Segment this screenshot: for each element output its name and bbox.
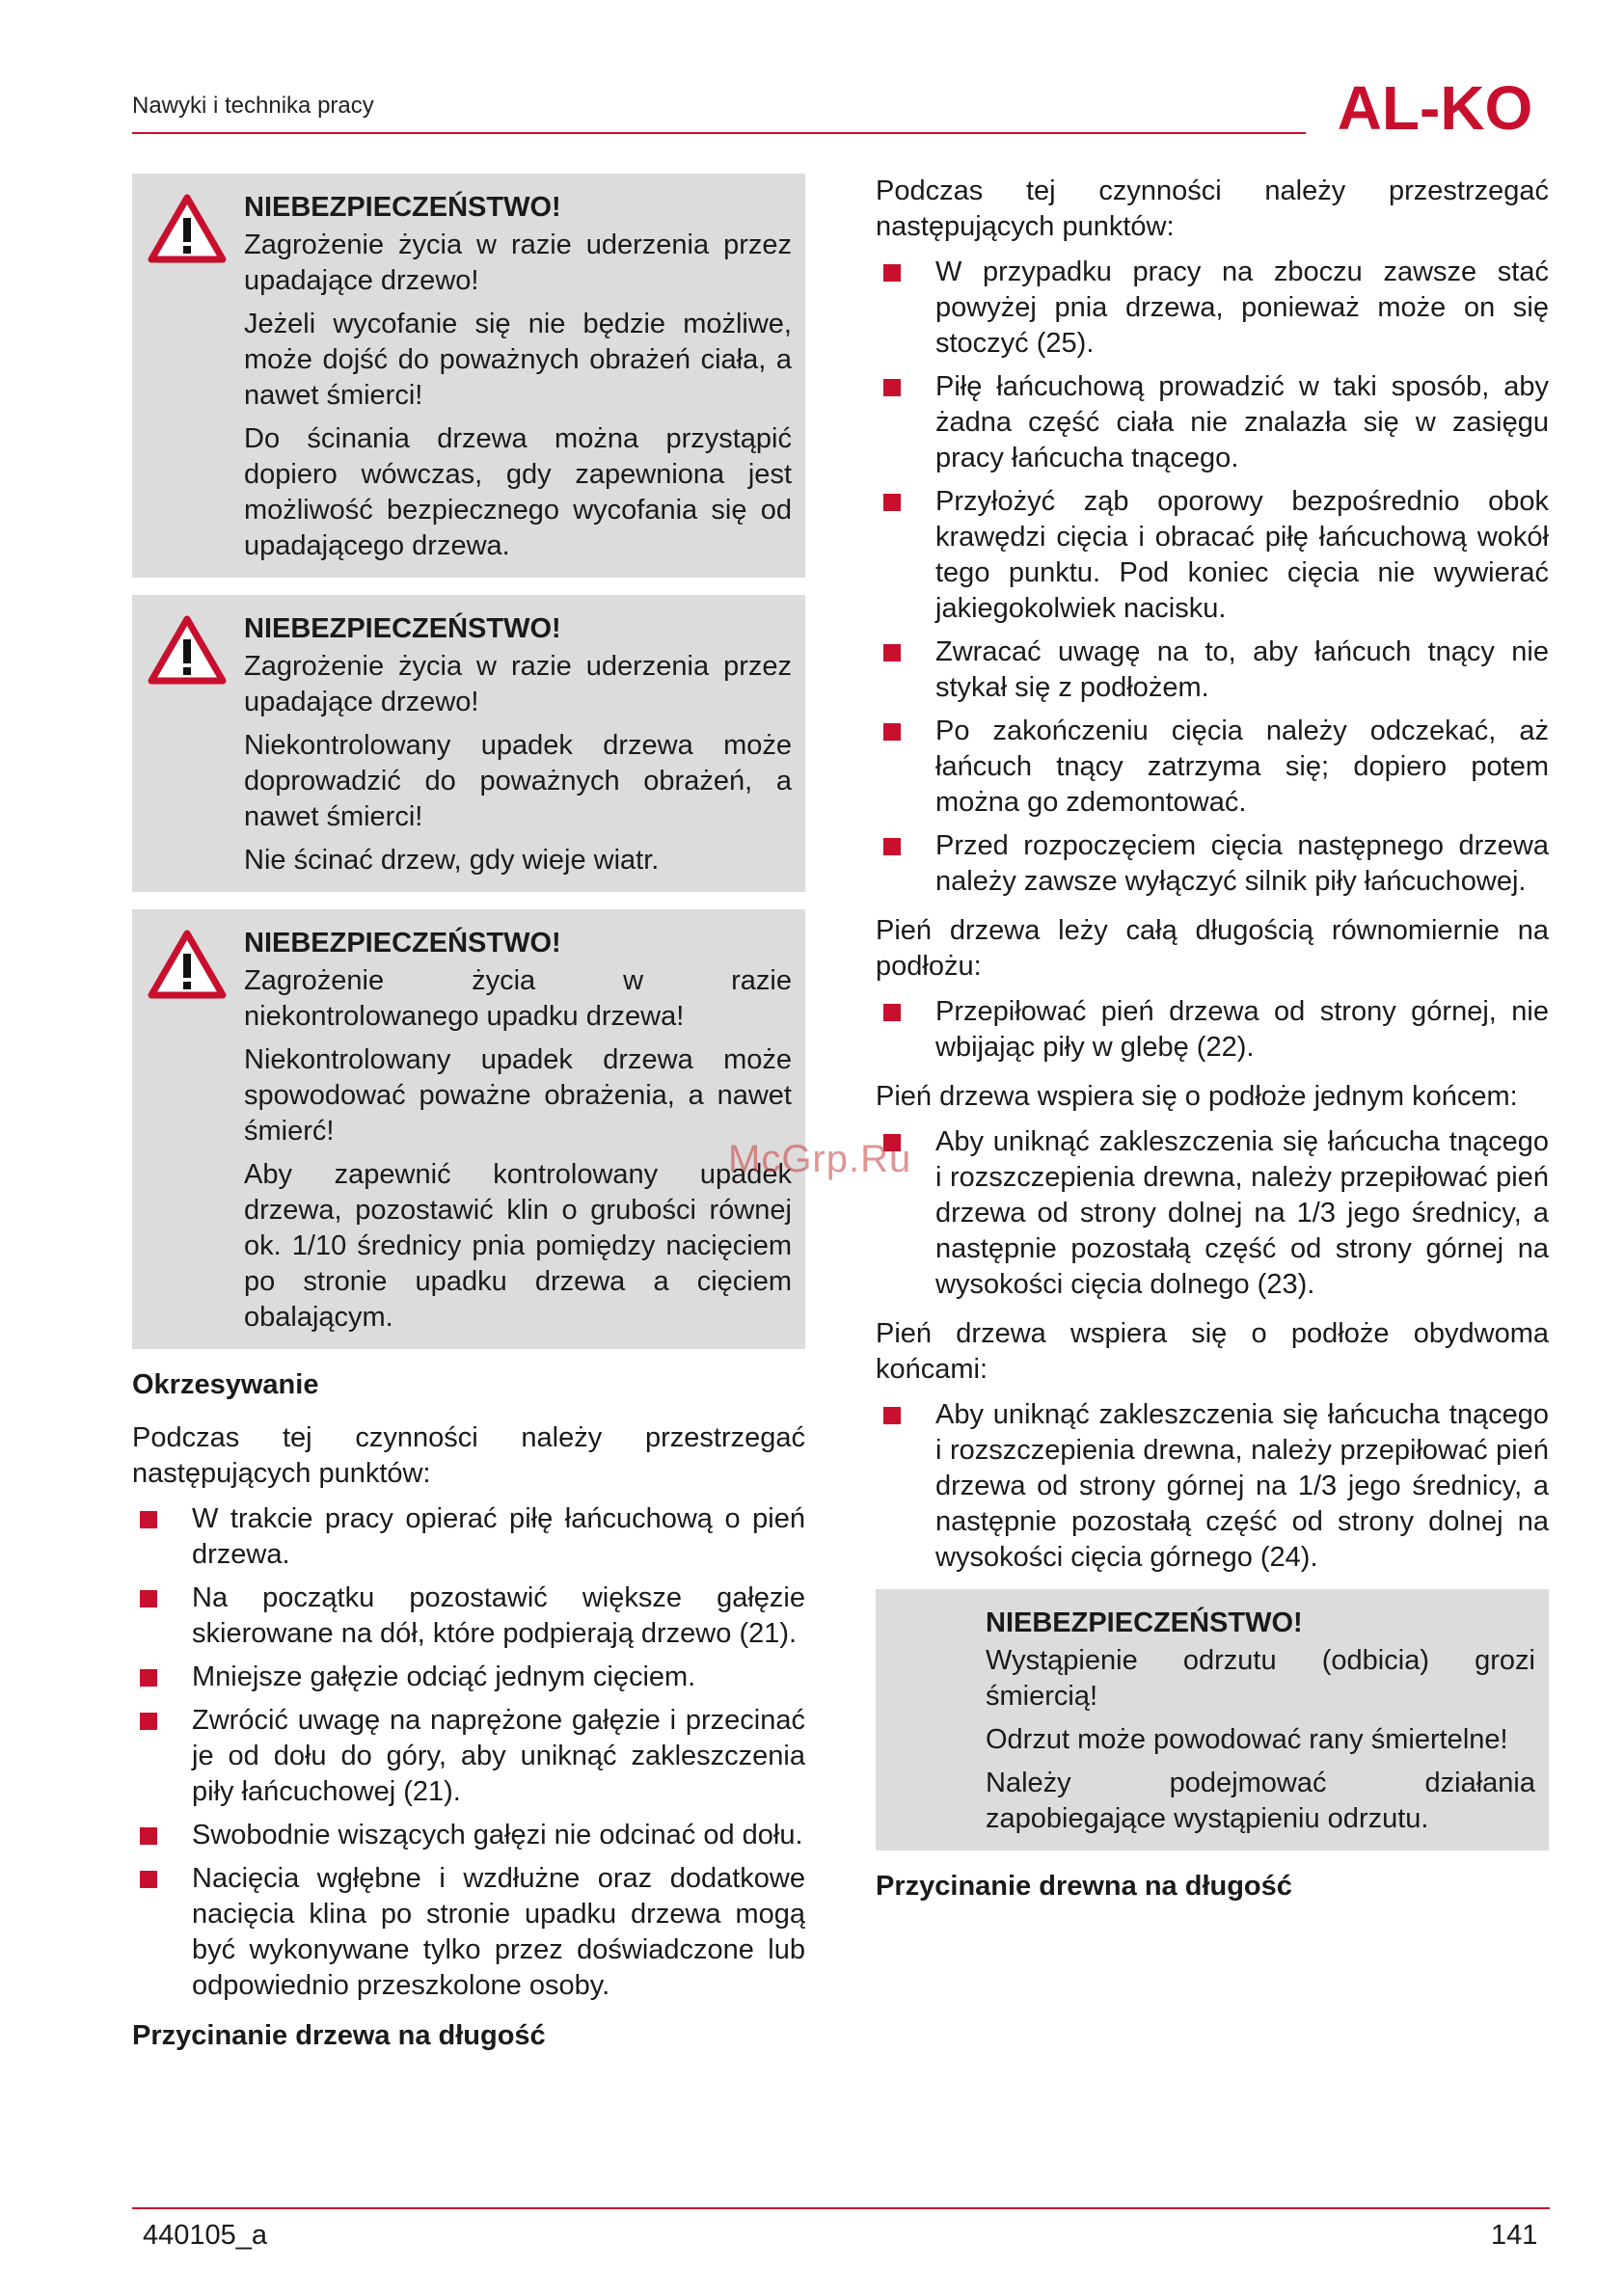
bullet-square-icon <box>883 838 901 855</box>
case-text: Pień drzewa wspiera się o podłoże jednym końcem: <box>876 1081 1518 1112</box>
watermark: McGrp.Ru <box>728 1138 912 1180</box>
bullet-list <box>876 1397 1549 1576</box>
bullet-square-icon <box>883 644 901 662</box>
case-text: Pień drzewa leży całą długością równomiernie na podłożu: <box>876 915 1549 982</box>
list-item: Po zakończeniu cięcia należy odczekać, aż łańcuch tnący zatrzyma się; dopiero potem można go zdemontować. <box>876 714 1549 821</box>
danger-text: Jeżeli wycofanie się nie będzie możliwe, może dojść do poważnych obrażeń ciała, a nawet śmierci! <box>244 309 792 411</box>
list-item: Przed rozpoczęciem cięcia następnego drzewa należy zawsze wyłączyć silnik piły łańcuchowej. <box>876 828 1549 900</box>
warning-triangle-icon <box>148 614 227 686</box>
bullet-square-icon <box>883 723 901 741</box>
header-rule <box>132 132 1306 134</box>
danger-text: Zagrożenie życia w razie niekontrolowanego upadku drzewa! <box>244 965 792 1032</box>
warning-triangle-icon <box>148 193 227 264</box>
danger-title: NIEBEZPIECZEŃSTWO! <box>244 613 561 644</box>
header-title: Nawyki i technika pracy <box>132 93 374 119</box>
page-number: 141 <box>1491 2220 1538 2251</box>
section-intro: Podczas tej czynności należy przestrzegać następujących punktów: <box>876 176 1549 242</box>
list-item: Swobodnie wiszących gałęzi nie odcinać od dołu. <box>132 1818 805 1853</box>
bullet-list <box>876 994 1549 1066</box>
danger-text: Nie ścinać drzew, gdy wieje wiatr. <box>244 845 660 876</box>
bullet-list <box>132 1501 805 2004</box>
list-item: Aby uniknąć zakleszczenia się łańcucha tnącego i rozszczepienia drewna, należy przepiłować pień drzewa od strony górnej na 1/3 jego średnicy, a następnie pozostałą część od strony dolnej na wysokości cięcia górnego (24). <box>876 1397 1549 1576</box>
danger-text: Do ścinania drzewa można przystąpić dopiero wówczas, gdy zapewniona jest możliwość bezpiecznego wycofania się od upadającego drzewa. <box>244 423 792 561</box>
list-item: Zwrócić uwagę na naprężone gałęzie i przecinać je od dołu do góry, aby uniknąć zakleszczenia piły łańcuchowej (21). <box>132 1703 805 1810</box>
danger-text: Wystąpienie odrzutu (odbicia) grozi śmiercią! <box>986 1645 1535 1712</box>
section-title-przycinanie-drewna: Przycinanie drewna na długość <box>876 1871 1292 1902</box>
danger-box-3 <box>132 909 805 1349</box>
bullet-square-icon <box>140 1590 157 1607</box>
bullet-square-icon <box>140 1827 157 1845</box>
footer-doc-code: 440105_a <box>143 2220 268 2251</box>
danger-title: NIEBEZPIECZEŃSTWO! <box>986 1607 1303 1638</box>
bullet-square-icon <box>140 1511 157 1528</box>
bullet-square-icon <box>883 264 901 282</box>
list-item: Aby uniknąć zakleszczenia się łańcucha tnącego i rozszczepienia drewna, należy przepiłować pień drzewa od strony dolnej na 1/3 jego średnicy, a następnie pozostałą część od strony górnej na wysokości cięcia dolnego (23). <box>876 1124 1549 1303</box>
list-item: Piłę łańcuchową prowadzić w taki sposób, aby żadna część ciała nie znalazła się w zasięgu pracy łańcucha tnącego. <box>876 369 1549 476</box>
danger-title: NIEBEZPIECZEŃSTWO! <box>244 192 561 223</box>
danger-text: Zagrożenie życia w razie uderzenia przez upadające drzewo! <box>244 230 792 296</box>
danger-text: Niekontrolowany upadek drzewa może spowodować poważne obrażenia, a nawet śmierć! <box>244 1044 792 1147</box>
section-title-okrzesywanie: Okrzesywanie <box>132 1369 319 1400</box>
footer-rule <box>132 2207 1550 2209</box>
bullet-square-icon <box>883 1407 901 1424</box>
danger-box-2 <box>132 595 805 892</box>
alko-logo <box>1319 75 1551 139</box>
danger-text: Należy podejmować działania zapobiegające wystąpieniu odrzutu. <box>986 1768 1535 1834</box>
bullet-square-icon <box>883 1004 901 1021</box>
bullet-square-icon <box>883 379 901 396</box>
danger-box-4 <box>876 1589 1549 1850</box>
list-item: Mniejsze gałęzie odciąć jednym cięciem. <box>132 1660 805 1695</box>
danger-text: Niekontrolowany upadek drzewa może doprowadzić do poważnych obrażeń, a nawet śmierci! <box>244 730 792 832</box>
danger-box-1 <box>132 174 805 578</box>
danger-text: Aby zapewnić kontrolowany upadek drzewa, pozostawić klin o grubości równej ok. 1/10 średnicy pnia pomiędzy nacięciem po stronie upadku drzewa a cięciem obalającym. <box>244 1159 792 1333</box>
list-item: Przyłożyć ząb oporowy bezpośrednio obok krawędzi cięcia i obracać piłę łańcuchową wokół tego punktu. Pod koniec cięcia nie wywierać jakiegokolwiek nacisku. <box>876 484 1549 627</box>
danger-title: NIEBEZPIECZEŃSTWO! <box>244 928 561 959</box>
bullet-list <box>876 255 1549 900</box>
danger-text: Odrzut może powodować rany śmiertelne! <box>986 1724 1508 1755</box>
list-item: Na początku pozostawić większe gałęzie skierowane na dół, które podpierają drzewo (21). <box>132 1580 805 1652</box>
danger-text: Zagrożenie życia w razie uderzenia przez upadające drzewo! <box>244 651 792 717</box>
case-text: Pień drzewa wspiera się o podłoże obydwoma końcami: <box>876 1318 1549 1385</box>
section-title-przycinanie-drzewa: Przycinanie drzewa na długość <box>132 2020 546 2051</box>
list-item: W trakcie pracy opierać piłę łańcuchową o pień drzewa. <box>132 1501 805 1573</box>
list-item: Przepiłować pień drzewa od strony górnej, nie wbijając piły w glebę (22). <box>876 994 1549 1066</box>
right-column <box>876 174 1549 1922</box>
section-intro: Podczas tej czynności należy przestrzegać następujących punktów: <box>132 1422 805 1489</box>
bullet-square-icon <box>140 1871 157 1888</box>
bullet-square-icon <box>140 1669 157 1687</box>
bullet-square-icon <box>140 1713 157 1730</box>
list-item: Nacięcia wgłębne i wzdłużne oraz dodatkowe nacięcia klina po stronie upadku drzewa mogą być wykonywane tylko przez doświadczone lub odpowiednio przeszkolone osoby. <box>132 1861 805 2004</box>
bullet-square-icon <box>883 494 901 511</box>
warning-triangle-icon <box>148 929 227 1000</box>
list-item: W przypadku pracy na zboczu zawsze stać powyżej pnia drzewa, ponieważ może on się stoczyć (25). <box>876 255 1549 362</box>
list-item: Zwracać uwagę na to, aby łańcuch tnący nie stykał się z podłożem. <box>876 635 1549 706</box>
logo-text: AL-KO <box>1337 75 1533 139</box>
bullet-list <box>876 1124 1549 1303</box>
left-column <box>132 174 805 2071</box>
